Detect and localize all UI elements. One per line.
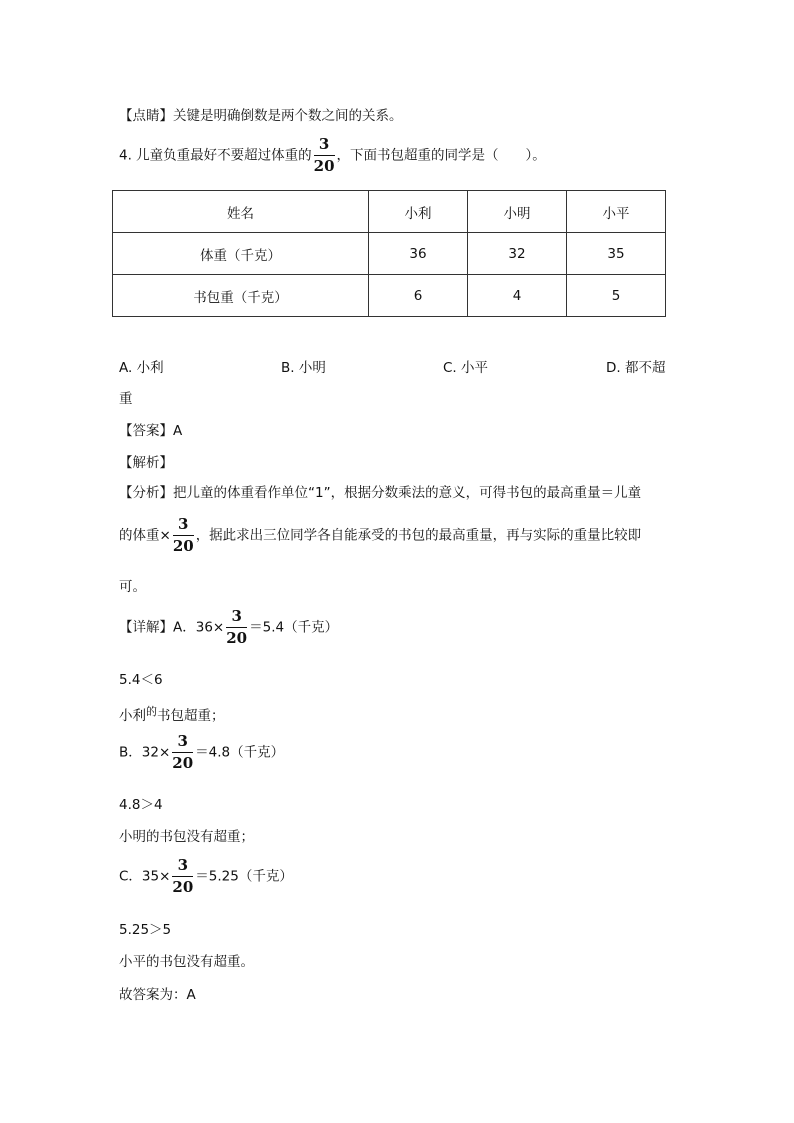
option-a: A. 小利 [119,360,164,376]
option-b: B. 小明 [281,360,326,376]
detail-b-conclusion: 小明的书包没有超重； [119,829,254,845]
detail-c-compare: 5.25＞5 [119,922,172,938]
option-d-wrap: 重 [119,391,133,407]
row-label: 体重（千克） [113,233,369,275]
answer-line: 【答案】A [119,423,183,439]
detail-b-calc: B．32× $\frac{3}{20}$ ＝4.8（千克） [119,732,285,772]
detail-c-conclusion: 小平的书包没有超重。 [119,954,254,970]
cell: 36 [369,233,468,275]
table-row [113,233,666,275]
cell: 6 [369,275,468,317]
analysis-line-3: 可。 [119,579,146,595]
question-prefix: 4. 儿童负重最好不要超过体重的 [119,147,312,164]
table-row [113,275,666,317]
analysis-line-2: 的体重× $\frac{3}{20}$ ，据此求出三位同学各自能承受的书包的最高重量，再与实际的重量比较即 [119,515,642,555]
row-label: 书包重（千克） [113,275,369,317]
header-xiaoming: 小明 [468,191,567,233]
header-xiaoli: 小利 [369,191,468,233]
fraction-3-20: $\frac{3}{20}$ [313,135,335,175]
option-d: D. 都不超 [606,360,666,376]
header-xiaoping: 小平 [567,191,666,233]
detail-b-compare: 4.8＞4 [119,797,163,813]
header-name: 姓名 [113,191,369,233]
option-c: C. 小平 [443,360,489,376]
cell: 35 [567,233,666,275]
final-answer: 故答案为：A [119,987,196,1003]
cell: 4 [468,275,567,317]
fraction-3-20: $\frac{3}{20}$ [172,515,194,555]
cell: 5 [567,275,666,317]
fraction-3-20: $\frac{3}{20}$ [226,607,248,647]
detail-c-calc: C．35× $\frac{3}{20}$ ＝5.25（千克） [119,856,293,896]
detail-a-calc: 【详解】A．36× $\frac{3}{20}$ ＝5.4（千克） [119,607,339,647]
analysis-heading: 【解析】 [119,455,173,471]
detail-a-compare: 5.4＜6 [119,672,163,688]
cell: 32 [468,233,567,275]
tip-line: 【点睛】关键是明确倒数是两个数之间的关系。 [119,108,403,124]
question-line [119,137,546,174]
table-header-row [113,191,666,233]
analysis-line-1: 【分析】把儿童的体重看作单位“1”，根据分数乘法的意义，可得书包的最高重量＝儿童 [119,485,642,501]
fraction-3-20: $\frac{3}{20}$ [172,856,194,896]
weight-table [112,190,666,317]
question-suffix: ，下面书包超重的同学是（ ）。 [336,147,546,164]
detail-a-conclusion: 小利$^的$书包超重； [119,705,225,724]
fraction-3-20: $\frac{3}{20}$ [172,732,194,772]
